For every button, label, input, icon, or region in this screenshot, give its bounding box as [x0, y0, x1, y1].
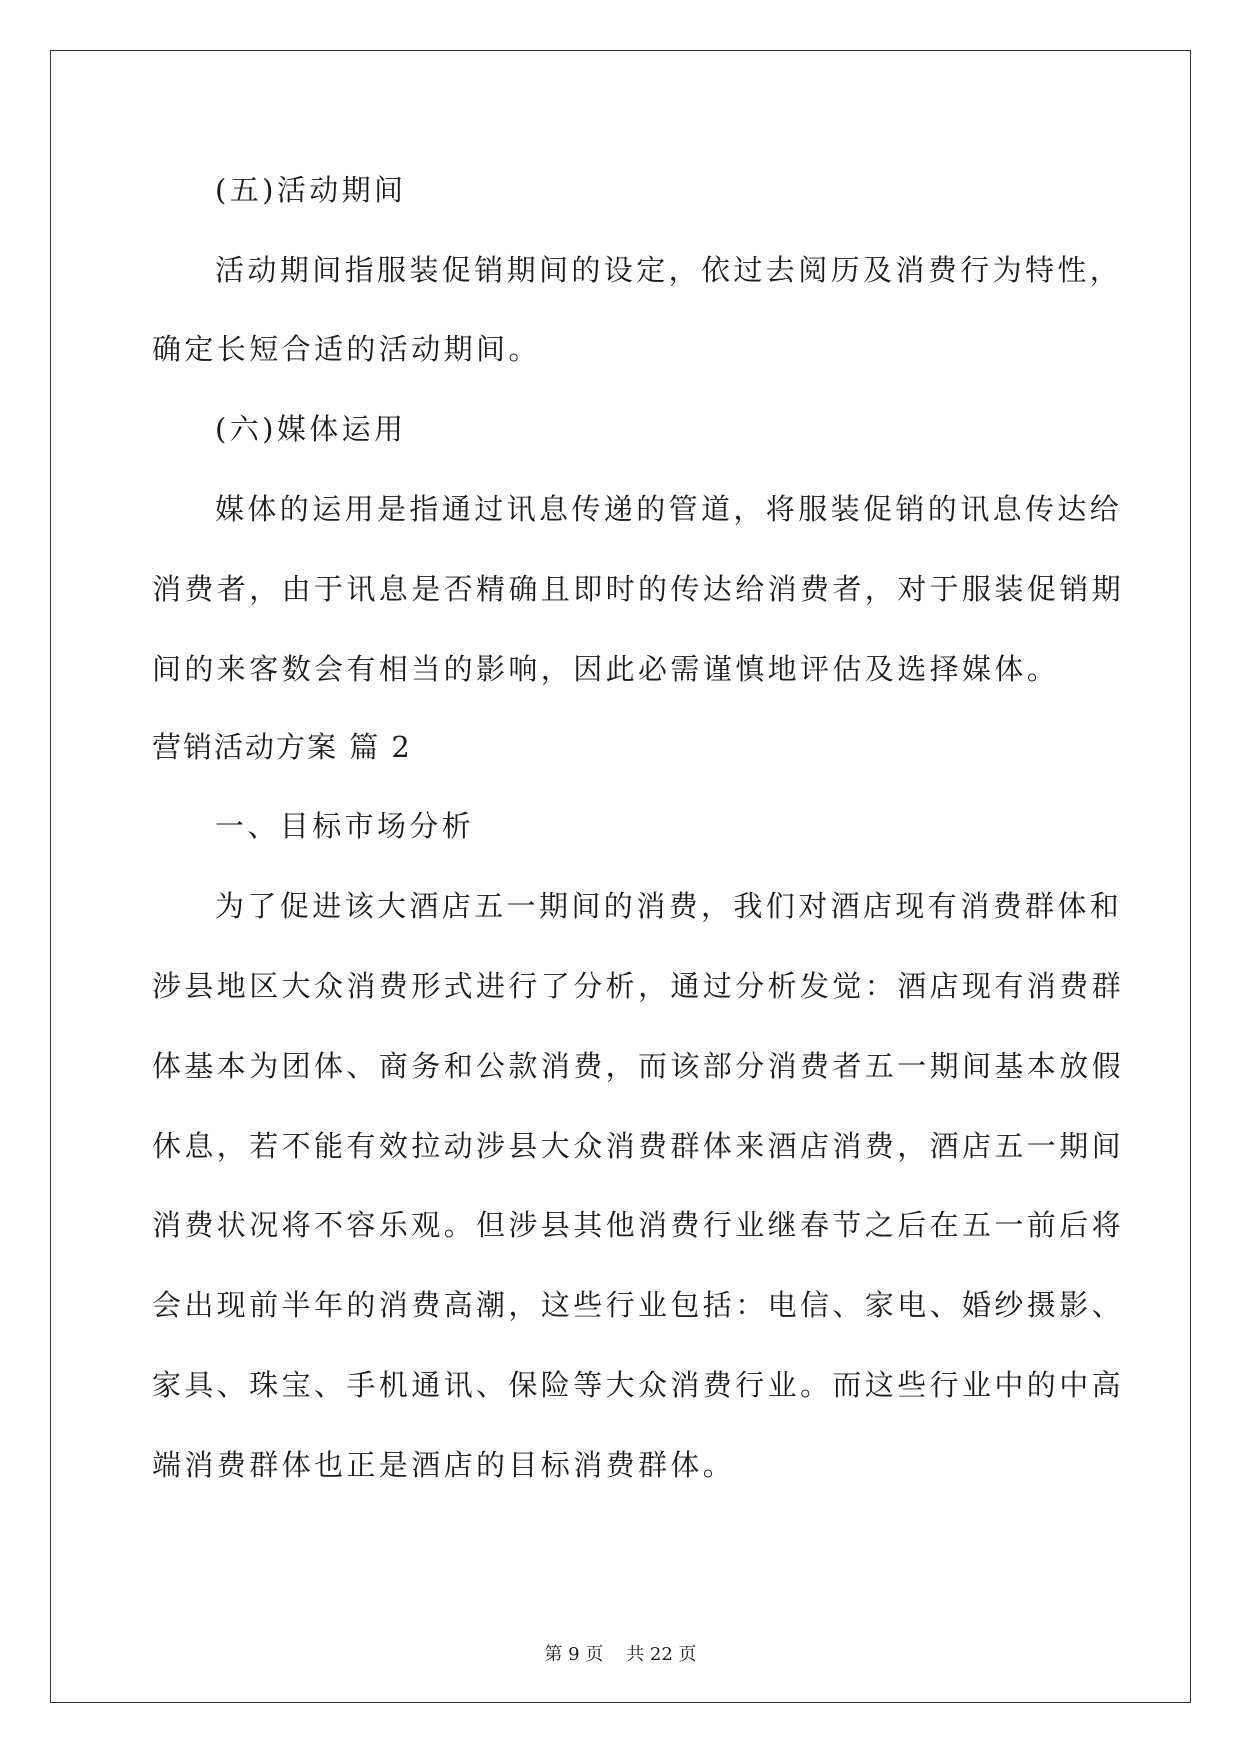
- section-heading-6: (六)媒体运用: [215, 412, 407, 446]
- paragraph-line: 活动期间指服装促销期间的设定，依过去阅历及消费行为特性，: [215, 253, 1123, 287]
- paragraph-line: 会出现前半年的消费高潮，这些行业包括：电信、家电、婚纱摄影、: [152, 1288, 1125, 1322]
- paragraph-line: 消费者，由于讯息是否精确且即时的传达给消费者，对于服装促销期: [152, 572, 1125, 606]
- paragraph-line: 体基本为团体、商务和公款消费，而该部分消费者五一期间基本放假: [152, 1049, 1125, 1083]
- paragraph-line: 家具、珠宝、手机通讯、保险等大众消费行业。而这些行业中的中高: [152, 1368, 1125, 1402]
- paragraph-line: 涉县地区大众消费形式进行了分析，通过分析发觉：酒店现有消费群: [152, 969, 1125, 1003]
- paragraph-line: 媒体的运用是指通过讯息传递的管道，将服装促销的讯息传达给: [215, 492, 1123, 526]
- paragraph-line: 端消费群体也正是酒店的目标消费群体。: [152, 1448, 736, 1482]
- page-footer: 第 9 页 共 22 页: [544, 1644, 697, 1665]
- section-heading-5: (五)活动期间: [215, 173, 407, 207]
- paragraph-line: 为了促进该大酒店五一期间的消费，我们对酒店现有消费群体和: [215, 889, 1123, 923]
- paragraph-line: 休息，若不能有效拉动涉县大众消费群体来酒店消费，酒店五一期间: [152, 1129, 1125, 1163]
- article-title: 营销活动方案 篇 2: [152, 730, 412, 764]
- paragraph-line: 消费状况将不容乐观。但涉县其他消费行业继春节之后在五一前后将: [152, 1208, 1125, 1242]
- paragraph-line: 间的来客数会有相当的影响，因此必需谨慎地评估及选择媒体。: [152, 652, 1060, 686]
- paragraph-line: 确定长短合适的活动期间。: [152, 332, 541, 366]
- section-heading-1: 一、目标市场分析: [215, 809, 475, 843]
